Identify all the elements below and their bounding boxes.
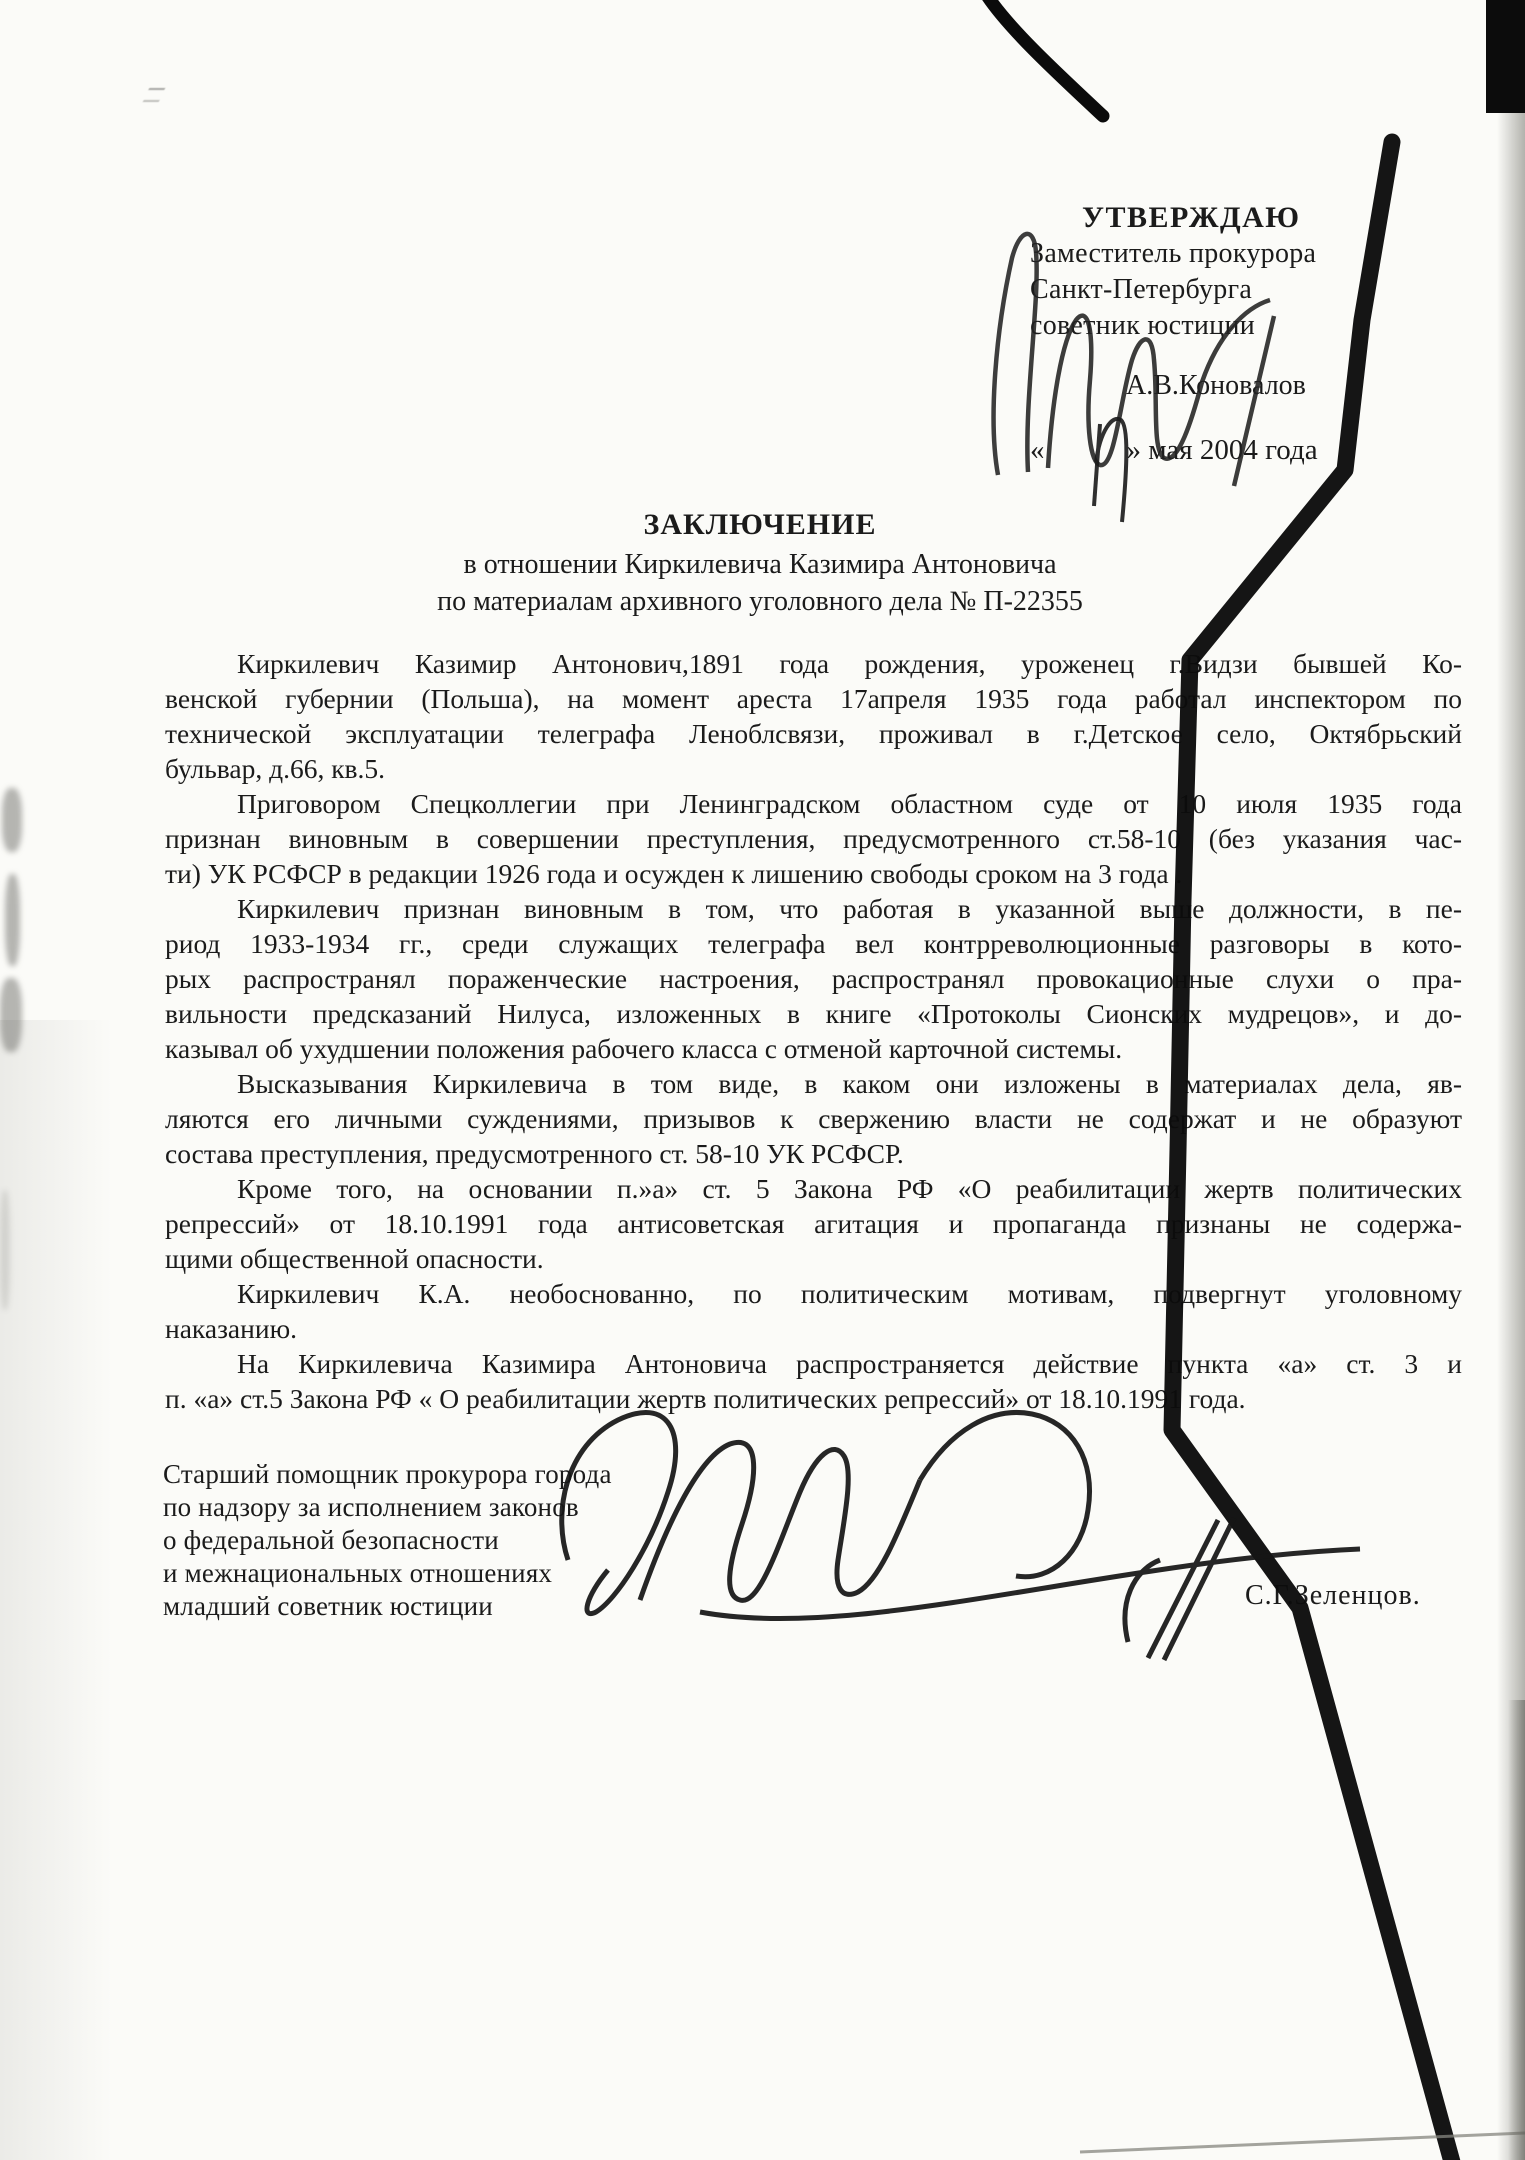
body-line: казывал об ухудшении положения рабочего класса с отменой карточной системы. (165, 1033, 1123, 1064)
signoff-block (163, 1458, 612, 1623)
paragraph (165, 646, 1462, 786)
body-line: Приговором Спецколлегии при Ленинградском областном суде от 10 июля 1935 года (237, 788, 1462, 819)
approve-heading: УТВЕРЖДАЮ (1082, 201, 1301, 234)
body-line: п. «а» ст.5 Закона РФ « О реабилитации жертв политических репрессий» от 18.10.1991 года. (165, 1383, 1246, 1414)
signoff-line: о федеральной безопасности (163, 1525, 499, 1555)
pen-mark-top (986, 0, 1103, 116)
date-open-quote: « (1030, 434, 1045, 466)
body-line: состава преступления, предусмотренного ст. 58-10 УК РСФСР. (165, 1138, 904, 1169)
approval-date-line (1030, 432, 1390, 468)
body-line: Киркилевич К.А. необоснованно, по политическим мотивам, подвергнут уголовному (237, 1278, 1462, 1309)
body-line: щими общественной опасности. (165, 1243, 544, 1274)
body-line: риод 1933-1934 гг., среди служащих телеграфа вел контрреволюционные разговоры в кото- (165, 928, 1462, 959)
scan-corner-black-bar (1486, 0, 1525, 113)
body-line: ляются его личными суждениями, призывов к свержению власти не содержат и не образуют (165, 1103, 1462, 1134)
body-line: признан виновным в совершении преступления, предусмотренного ст.58-10 (без указания час- (165, 823, 1462, 854)
approver-title-line: Заместитель прокурора (1030, 238, 1317, 269)
paragraph (165, 1276, 1462, 1346)
approver-name: А.В.Коновалов (1126, 370, 1306, 401)
page-edge-line (1080, 2133, 1525, 2152)
body-line: наказанию. (165, 1313, 297, 1344)
title-subtitle-line: по материалам архивного уголовного дела № П-22355 (437, 586, 1083, 617)
scan-shading-left (0, 1020, 150, 2160)
approver-title-line: Санкт-Петербурга (1030, 274, 1253, 305)
scan-smudge (5, 874, 20, 966)
body-line: рых распространял пораженческие настроения, распространял провокационные слухи о пра- (165, 963, 1462, 994)
body-line: технической эксплуатации телеграфа Леноблсвязи, проживал в г.Детское село, Октябрьский (165, 718, 1462, 749)
body-line: Киркилевич признан виновным в том, что работая в указанной выше должности, в пе- (237, 893, 1462, 924)
title-block (60, 506, 1460, 620)
signoff-line: по надзору за исполнением законов (163, 1492, 579, 1522)
paragraph (165, 891, 1462, 1066)
scan-smudge (0, 1190, 10, 1310)
signoff-line: и межнациональных отношениях (163, 1558, 553, 1588)
signoff-line: младший советник юстиции (163, 1591, 493, 1621)
approver-title-line: советник юстиции (1030, 310, 1256, 341)
title-subtitle-line: в отношении Киркилевича Казимира Антоновича (463, 549, 1057, 580)
paragraph (165, 786, 1462, 891)
scan-smudge (0, 978, 22, 1052)
scan-smudge (2, 788, 22, 852)
body-line: ти) УК РСФСР в редакции 1926 года и осужден к лишению свободы сроком на 3 года . (165, 858, 1183, 889)
body-line: На Киркилевича Казимира Антоновича распространяется действие пункта «а» ст. 3 и (237, 1348, 1462, 1379)
signoff-signer-name: С.Г.Зеленцов. (1245, 1580, 1421, 1611)
body-line: Киркилевич Казимир Антонович,1891 года рождения, уроженец г.Видзи бывшей Ко- (237, 648, 1462, 679)
page-edge-shadow-dark (1508, 1700, 1525, 2160)
document-heading: ЗАКЛЮЧЕНИЕ (643, 508, 877, 541)
approval-block (1030, 200, 1390, 468)
body-text (165, 646, 1462, 1416)
body-line: Кроме того, на основании п.»а» ст. 5 Закона РФ «О реабилитации жертв политических (237, 1173, 1462, 1204)
body-line: венской губернии (Польша), на момент ареста 17апреля 1935 года работал инспектором по (165, 683, 1462, 714)
body-line: Высказывания Киркилевича в том виде, в каком они изложены в материалах дела, яв- (237, 1068, 1462, 1099)
signature-zelentsov (562, 1412, 1360, 1660)
body-line: вильности предсказаний Нилуса, изложенных в книге «Протоколы Сионских мудрецов», и до- (165, 998, 1462, 1029)
paragraph (165, 1346, 1462, 1416)
body-line: бульвар, д.66, кв.5. (165, 753, 386, 784)
body-line: репрессий» от 18.10.1991 года антисоветская агитация и пропаганда признаны не содержа- (165, 1208, 1462, 1239)
date-rest: » мая 2004 года (1126, 434, 1318, 466)
signoff-line: Старший помощник прокурора города (163, 1459, 612, 1489)
scan-smudge (143, 88, 166, 102)
paragraph (165, 1066, 1462, 1171)
paragraph (165, 1171, 1462, 1276)
